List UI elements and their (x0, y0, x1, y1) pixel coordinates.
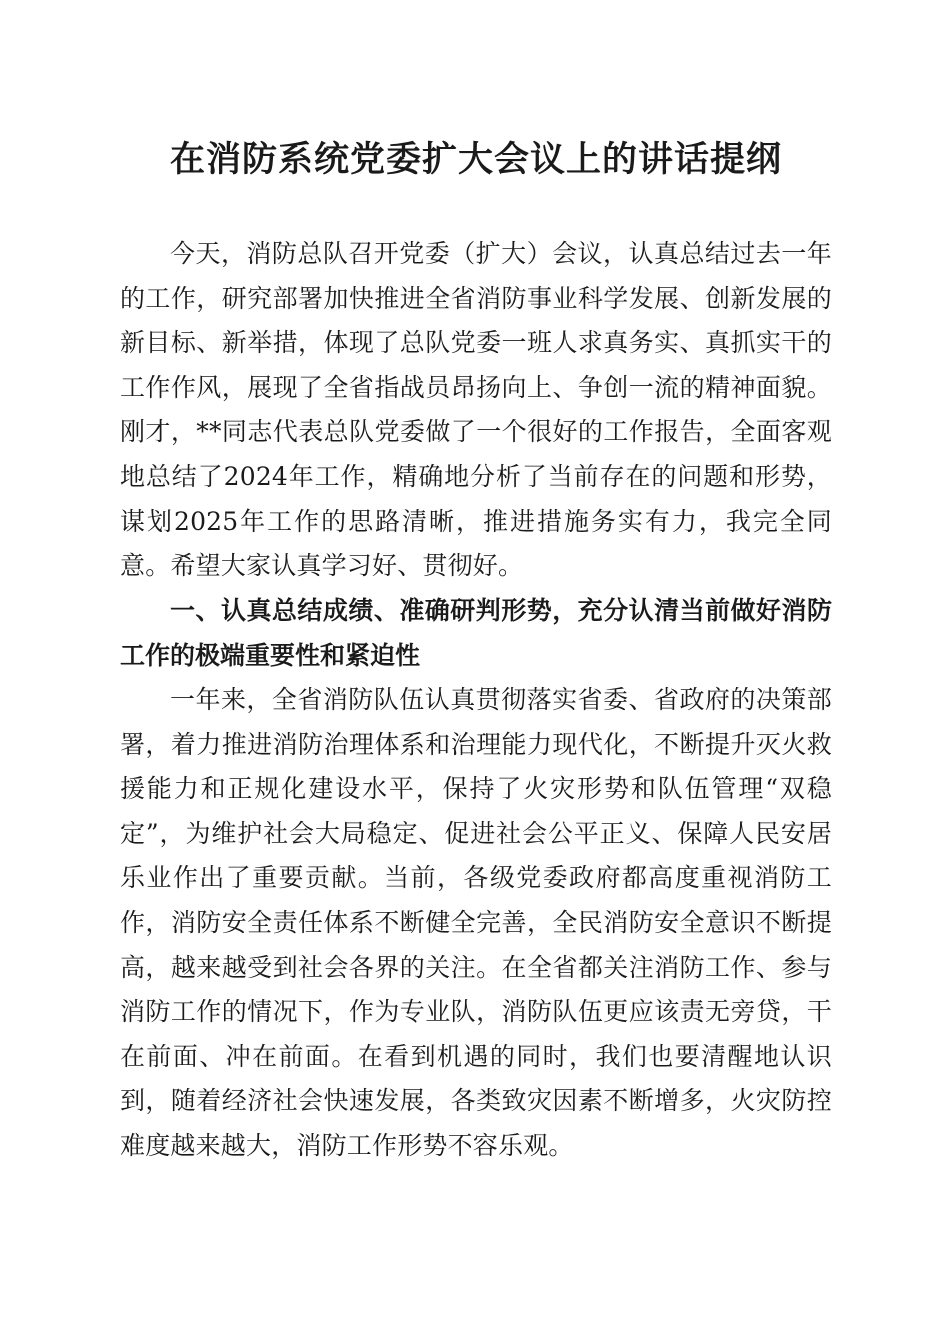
section-1-paragraph: 一年来，全省消防队伍认真贯彻落实省委、省政府的决策部署，着力推进消防治理体系和治理能力现代化，不断提升灭火救援能力和正规化建设水平，保持了火灾形势和队伍管理“双稳定”，为维护社会大局稳定、促进社会公平正义、保障人民安居乐业作出了重要贡献。当前，各级党委政府都高度重视消防工作，消防安全责任体系不断健全完善，全民消防安全意识不断提高，越来越受到社会各界的关注。在全省都关注消防工作、参与消防工作的情况下，作为专业队，消防队伍更应该责无旁贷，干在前面、冲在前面。在看到机遇的同时，我们也要清醒地认识到，随着经济社会快速发展，各类致灾因素不断增多，火灾防控难度越来越大，消防工作形势不容乐观。 (120, 685, 832, 1160)
intro-paragraph: 今天，消防总队召开党委（扩大）会议，认真总结过去一年的工作，研究部署加快推进全省消防事业科学发展、创新发展的新目标、新举措，体现了总队党委一班人求真务实、真抓实干的工作作风，展现了全省指战员昂扬向上、争创一流的精神面貌。刚才，**同志代表总队党委做了一个很好的工作报告，全面客观地总结了2024年工作，精确地分析了当前存在的问题和形势，谋划2025年工作的思路清晰，推进措施务实有力，我完全同意。希望大家认真学习好、贯彻好。 (120, 239, 832, 581)
section-heading-1: 一、认真总结成绩、准确研判形势，充分认清当前做好消防工作的极端重要性和紧迫性 (120, 596, 832, 670)
document-title: 在消防系统党委扩大会议上的讲话提纲 (169, 139, 782, 180)
